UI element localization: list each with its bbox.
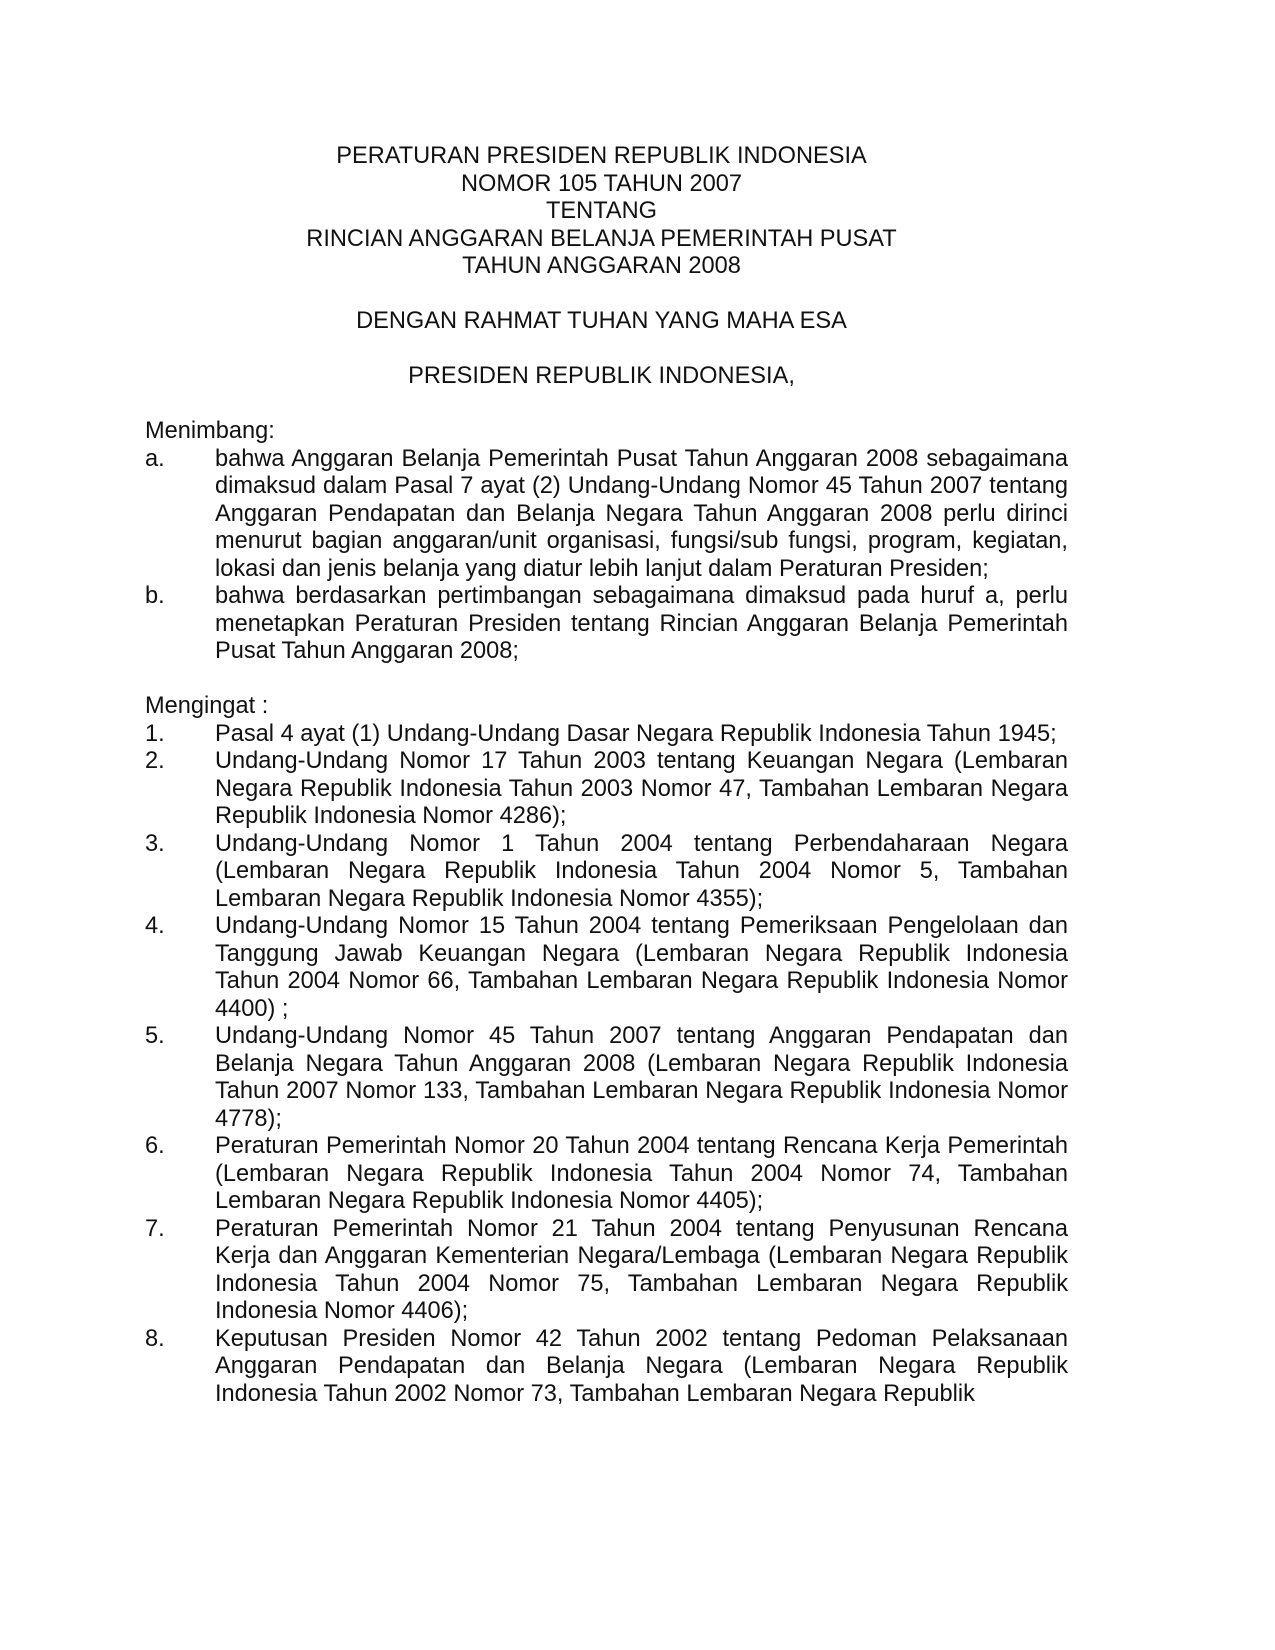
list-item — [145, 748, 1068, 831]
item-text: Peraturan Pemerintah Nomor 20 Tahun 2004 tentang Rencana Kerja Pemerintah (Lembaran Negara Republik Indonesia Tahun 2004 Nomor 74, Tambahan Lembaran Negara Republik Indonesia Nomor 4405); — [215, 1133, 1068, 1214]
menimbang-list — [145, 446, 1068, 666]
item-label: a. — [145, 445, 165, 472]
mengingat-list — [145, 721, 1068, 1409]
list-item — [145, 446, 1068, 584]
list-item — [145, 1326, 1068, 1409]
invocation: DENGAN RAHMAT TUHAN YANG MAHA ESA — [356, 308, 847, 334]
item-text: Pasal 4 ayat (1) Undang-Undang Dasar Negara Republik Indonesia Tahun 1945; — [215, 720, 1057, 747]
document-page — [145, 143, 1068, 1408]
item-label: b. — [145, 583, 165, 609]
item-label: 7. — [145, 1215, 165, 1242]
list-item — [145, 583, 1068, 666]
document-title — [135, 143, 1068, 281]
item-label: 8. — [145, 1325, 165, 1352]
item-text: Undang-Undang Nomor 15 Tahun 2004 tentang Pemeriksaan Pengelolaan dan Tanggung Jawab Keuangan Negara (Lembaran Negara Republik Indonesia Tahun 2004 Nomor 66, Tambahan Lembaran Negara Republik Indonesia Nomor 4400) ; — [215, 913, 1068, 1022]
item-text: Undang-Undang Nomor 1 Tahun 2004 tentang Perbendaharaan Negara (Lembaran Negara Republik Indonesia Tahun 2004 Nomor 5, Tambahan Lembaran Negara Republik Indonesia Nomor 4355); — [215, 830, 1068, 912]
president-heading: PRESIDEN REPUBLIK INDONESIA, — [408, 363, 795, 389]
item-text: bahwa Anggaran Belanja Pemerintah Pusat Tahun Anggaran 2008 sebagaimana dimaksud dalam Pasal 7 ayat (2) Undang-Undang Nomor 45 Tahun 2007 tentang Anggaran Pendapatan dan Belanja Negara Tahun Anggaran 2008 perlu dirinci menurut bagian anggaran/unit organisasi, fungsi/sub fungsi, program, kegiatan, lokasi dan jenis belanja yang diatur lebih lanjut dalam Peraturan Presiden; — [215, 445, 1068, 582]
item-text: Undang-Undang Nomor 17 Tahun 2003 tentang Keuangan Negara (Lembaran Negara Republik Indonesia Tahun 2003 Nomor 47, Tambahan Lembaran Negara Republik Indonesia Nomor 4286); — [215, 748, 1068, 829]
item-label: 1. — [145, 720, 165, 747]
title-line: PERATURAN PRESIDEN REPUBLIK INDONESIA — [336, 143, 867, 169]
list-item — [145, 1133, 1068, 1216]
item-label: 6. — [145, 1133, 165, 1159]
item-label: 5. — [145, 1023, 165, 1049]
item-text: Keputusan Presiden Nomor 42 Tahun 2002 tentang Pedoman Pelaksanaan Anggaran Pendapatan dan Belanja Negara (Lembaran Negara Republik Indonesia Tahun 2002 Nomor 73, Tambahan Lembaran Negara Republik — [215, 1325, 1068, 1407]
list-item — [145, 1023, 1068, 1133]
item-label: 4. — [145, 913, 165, 939]
list-item — [145, 831, 1068, 914]
item-text: Undang-Undang Nomor 45 Tahun 2007 tentang Anggaran Pendapatan dan Belanja Negara Tahun Anggaran 2008 (Lembaran Negara Republik Indonesia Tahun 2007 Nomor 133, Tambahan Lembaran Negara Republik Indonesia Nomor 4778); — [215, 1023, 1068, 1132]
menimbang-heading: Menimbang: — [145, 418, 275, 444]
list-item — [145, 913, 1068, 1023]
item-text: Peraturan Pemerintah Nomor 21 Tahun 2004 tentang Penyusunan Rencana Kerja dan Anggaran Kementerian Negara/Lembaga (Lembaran Negara Republik Indonesia Tahun 2004 Nomor 75, Tambahan Lembaran Negara Republik Indonesia Nomor 4406); — [215, 1215, 1068, 1324]
title-line: NOMOR 105 TAHUN 2007 — [460, 170, 743, 197]
item-label: 3. — [145, 830, 165, 857]
item-label: 2. — [145, 748, 165, 774]
title-line: RINCIAN ANGGARAN BELANJA PEMERINTAH PUSAT — [306, 225, 897, 252]
list-item — [145, 1216, 1068, 1326]
mengingat-heading: Mengingat : — [145, 693, 269, 719]
title-line: TENTANG — [546, 198, 657, 224]
title-line: TAHUN ANGGARAN 2008 — [462, 253, 741, 279]
list-item — [145, 721, 1068, 749]
item-text: bahwa berdasarkan pertimbangan sebagaimana dimaksud pada huruf a, perlu menetapkan Peraturan Presiden tentang Rincian Anggaran Belanja Pemerintah Pusat Tahun Anggaran 2008; — [215, 583, 1068, 664]
